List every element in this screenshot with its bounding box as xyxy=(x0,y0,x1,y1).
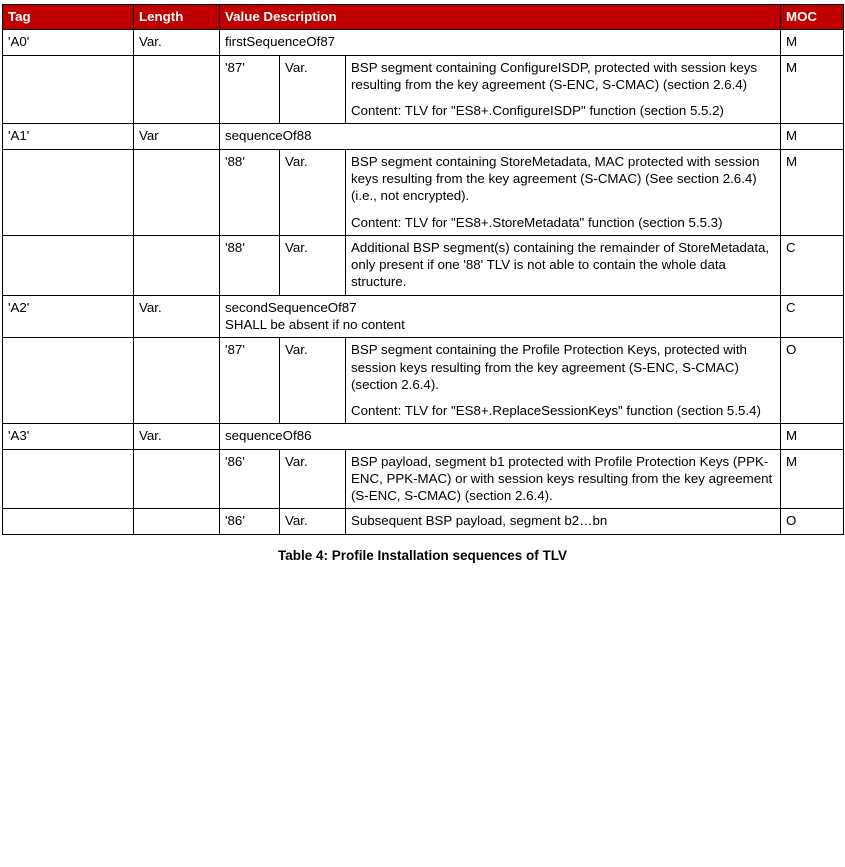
cell-description: sequenceOf86 xyxy=(220,424,781,449)
cell-sub-length: Var. xyxy=(280,449,346,509)
table-row xyxy=(3,338,844,424)
cell-moc: O xyxy=(781,338,844,424)
cell-moc: M xyxy=(781,124,844,149)
cell-length: Var. xyxy=(134,424,220,449)
table-row xyxy=(3,509,844,534)
table-header xyxy=(3,5,844,30)
cell-sub-length: Var. xyxy=(280,55,346,124)
description-paragraph: BSP segment containing StoreMetadata, MAC protected with session keys resulting from the key agreement (S-CMAC) (See section 2.6.4) (i.e., not encrypted). xyxy=(351,153,760,204)
cell-tag: 'A2' xyxy=(3,295,134,338)
table-row xyxy=(3,449,844,509)
cell-description xyxy=(346,149,781,235)
cell-length-empty xyxy=(134,235,220,295)
cell-moc: C xyxy=(781,235,844,295)
cell-tag-empty xyxy=(3,235,134,295)
column-header-length: Length xyxy=(134,5,220,30)
description-paragraph: Content: TLV for "ES8+.ReplaceSessionKeys" function (section 5.5.4) xyxy=(351,403,761,419)
table-row xyxy=(3,30,844,55)
cell-tag-empty xyxy=(3,55,134,124)
table-row xyxy=(3,149,844,235)
cell-description xyxy=(220,295,781,338)
header-row xyxy=(3,5,844,30)
cell-length-empty xyxy=(134,338,220,424)
cell-description: firstSequenceOf87 xyxy=(220,30,781,55)
cell-sub-length: Var. xyxy=(280,235,346,295)
cell-sub-tag: '87' xyxy=(220,338,280,424)
cell-length-empty xyxy=(134,509,220,534)
description-paragraph: BSP segment containing ConfigureISDP, protected with session keys resulting from the key agreement (S-ENC, S-CMAC) (section 2.6.4) xyxy=(351,59,758,92)
cell-moc: M xyxy=(781,149,844,235)
description-paragraph: Content: TLV for "ES8+.ConfigureISDP" function (section 5.5.2) xyxy=(351,103,724,119)
cell-length-empty xyxy=(134,149,220,235)
description-paragraph: SHALL be absent if no content xyxy=(225,316,405,332)
cell-sub-length: Var. xyxy=(280,338,346,424)
cell-moc: M xyxy=(781,30,844,55)
cell-moc: C xyxy=(781,295,844,338)
table-row xyxy=(3,55,844,124)
cell-length: Var. xyxy=(134,295,220,338)
cell-sub-tag: '88' xyxy=(220,149,280,235)
cell-moc: O xyxy=(781,509,844,534)
cell-description: BSP payload, segment b1 protected with Profile Protection Keys (PPK-ENC, PPK-MAC) or with session keys resulting from the key agreement (S-ENC, S-CMAC) (section 2.6.4). xyxy=(346,449,781,509)
cell-sub-tag: '86' xyxy=(220,509,280,534)
table-row xyxy=(3,124,844,149)
column-header-moc: MOC xyxy=(781,5,844,30)
cell-sub-tag: '86' xyxy=(220,449,280,509)
cell-description: Additional BSP segment(s) containing the remainder of StoreMetadata, only present if one '88' TLV is not able to contain the whole data structure. xyxy=(346,235,781,295)
table-body xyxy=(3,30,844,534)
cell-moc: M xyxy=(781,424,844,449)
cell-tag-empty xyxy=(3,509,134,534)
cell-tag: 'A0' xyxy=(3,30,134,55)
cell-description: sequenceOf88 xyxy=(220,124,781,149)
cell-moc: M xyxy=(781,55,844,124)
cell-sub-length: Var. xyxy=(280,149,346,235)
cell-moc: M xyxy=(781,449,844,509)
description-paragraph: BSP segment containing the Profile Protection Keys, protected with session keys resulting from the key agreement (S-ENC, S-CMAC) (section 2.6.4). xyxy=(351,342,747,392)
cell-length: Var xyxy=(134,124,220,149)
table-caption: Table 4: Profile Installation sequences of TLV xyxy=(277,547,568,563)
cell-description xyxy=(346,338,781,424)
cell-length-empty xyxy=(134,449,220,509)
description-paragraph: secondSequenceOf87 xyxy=(225,299,357,315)
cell-tag-empty xyxy=(3,449,134,509)
column-header-value-description: Value Description xyxy=(220,5,781,30)
cell-sub-tag: '87' xyxy=(220,55,280,124)
cell-description: Subsequent BSP payload, segment b2…bn xyxy=(346,509,781,534)
table-row xyxy=(3,295,844,338)
cell-length: Var. xyxy=(134,30,220,55)
table-row xyxy=(3,424,844,449)
cell-sub-length: Var. xyxy=(280,509,346,534)
cell-sub-tag: '88' xyxy=(220,235,280,295)
cell-description xyxy=(346,55,781,124)
tlv-table xyxy=(2,4,844,535)
cell-tag: 'A1' xyxy=(3,124,134,149)
column-header-tag: Tag xyxy=(3,5,134,30)
table-row xyxy=(3,235,844,295)
description-paragraph: Content: TLV for "ES8+.StoreMetadata" function (section 5.5.3) xyxy=(351,214,723,230)
cell-tag-empty xyxy=(3,338,134,424)
cell-length-empty xyxy=(134,55,220,124)
cell-tag: 'A3' xyxy=(3,424,134,449)
cell-tag-empty xyxy=(3,149,134,235)
